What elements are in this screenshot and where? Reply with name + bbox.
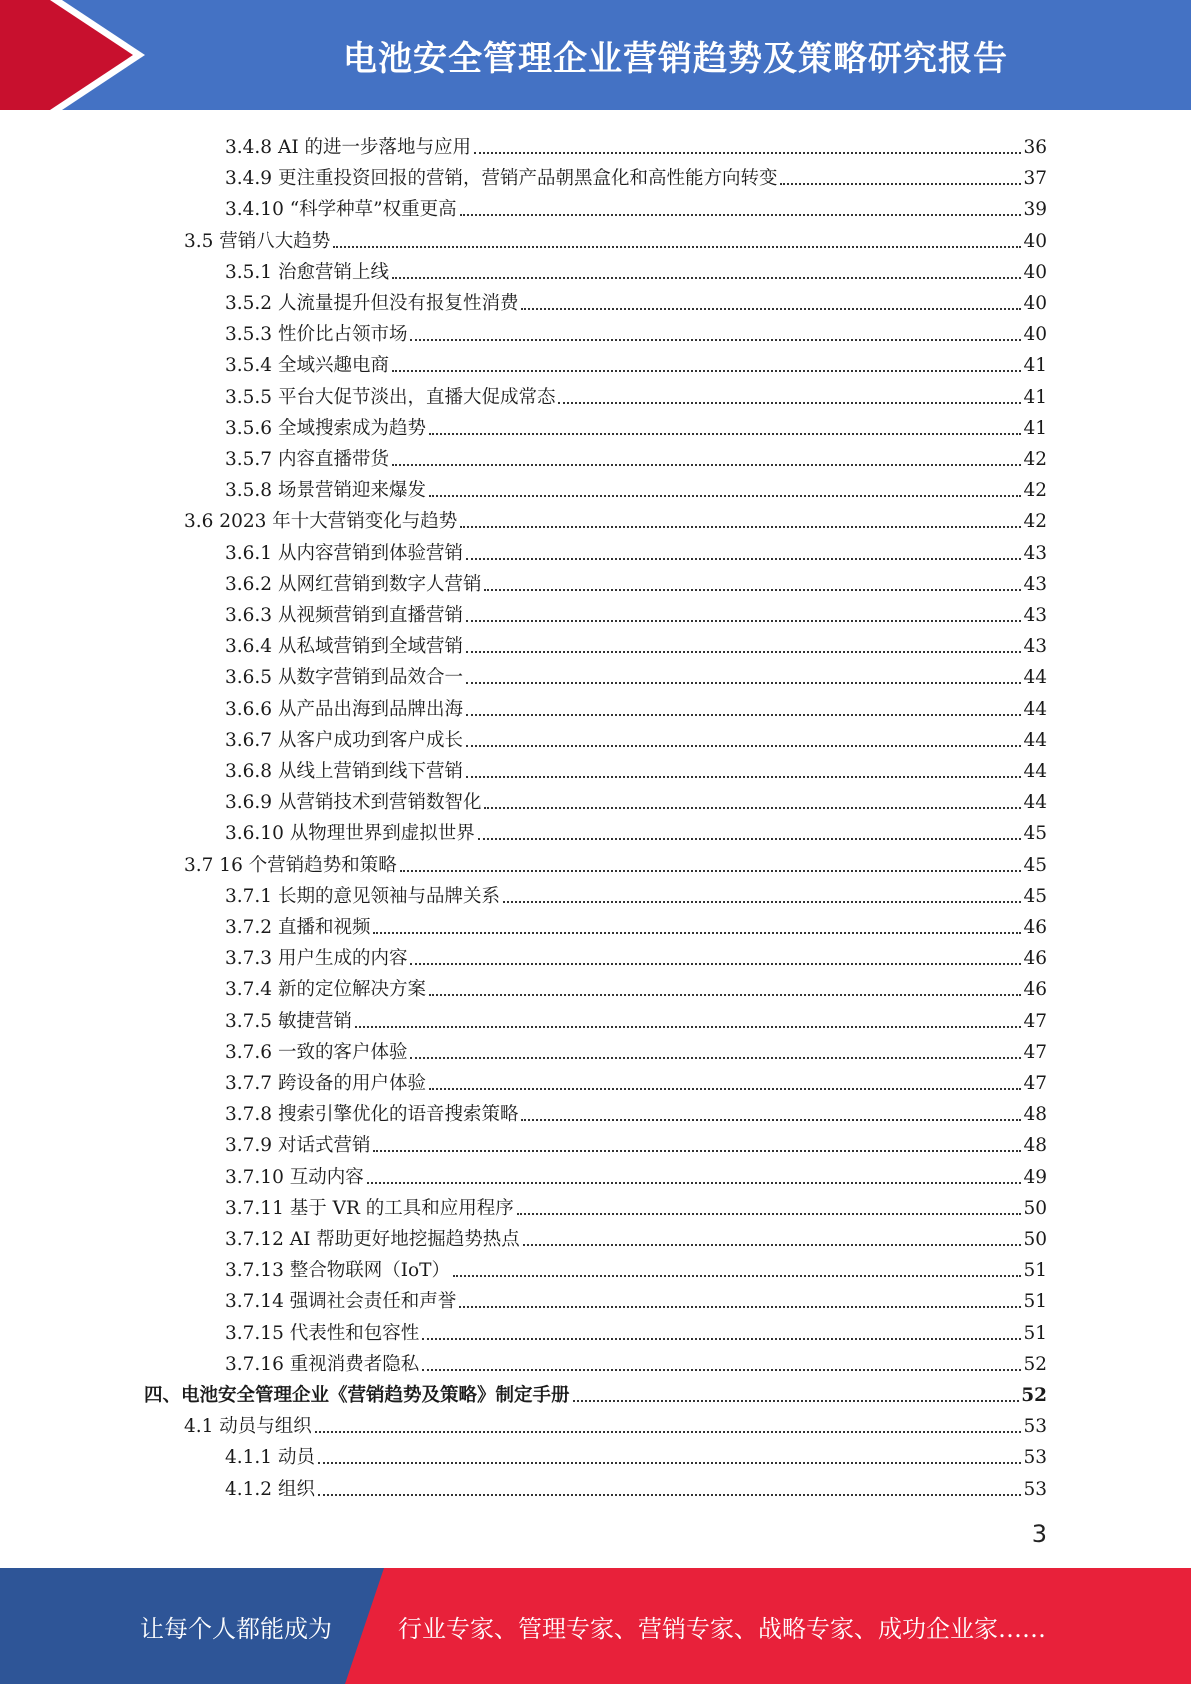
toc-entry[interactable] (225, 783, 1047, 814)
toc-entry-page: 42 (1023, 449, 1047, 470)
toc-dot-leader (410, 963, 1021, 965)
toc-dot-leader (459, 1306, 1021, 1308)
toc-dot-leader (373, 1150, 1021, 1152)
toc-entry-title: 3.5.1 治愈营销上线 (225, 261, 389, 283)
toc-entry[interactable] (225, 596, 1047, 627)
toc-dot-leader (318, 1462, 1022, 1464)
toc-entry-page: 53 (1023, 1447, 1047, 1469)
toc-dot-leader (558, 402, 1021, 404)
toc-entry[interactable] (184, 846, 1047, 877)
toc-entry-title: 4.1.1 动员 (225, 1447, 315, 1469)
toc-dot-leader (484, 589, 1021, 591)
toc-entry-title: 3.7 16 个营销趋势和策略 (184, 854, 397, 876)
toc-entry-title: 3.4.8 AI 的进一步落地与应用 (225, 137, 472, 158)
toc-entry-page: 49 (1023, 1166, 1047, 1188)
toc-entry-page: 46 (1023, 917, 1047, 938)
toc-entry[interactable] (225, 471, 1047, 502)
toc-entry[interactable] (225, 908, 1047, 939)
toc-dot-leader (466, 620, 1021, 622)
toc-dot-leader (478, 838, 1022, 840)
toc-entry-title: 3.6.9 从营销技术到营销数智化 (225, 792, 482, 814)
toc-entry-page: 53 (1023, 1416, 1047, 1438)
toc-entry-page: 46 (1023, 979, 1047, 1001)
page-number: 3 (1031, 1520, 1047, 1548)
toc-dot-leader (318, 1494, 1022, 1496)
toc-dot-leader (429, 433, 1021, 435)
toc-entry-title: 3.5.4 全域兴趣电商 (225, 355, 389, 377)
toc-entry-page: 52 (1021, 1385, 1047, 1406)
toc-entry-page: 39 (1023, 199, 1047, 221)
toc-entry-page: 51 (1023, 1322, 1047, 1344)
toc-dot-leader (422, 1369, 1021, 1371)
toc-entry[interactable] (225, 1314, 1047, 1345)
footer-slogan-right: 行业专家、管理专家、营销专家、战略专家、成功企业家…… (398, 1614, 1046, 1643)
toc-entry[interactable] (225, 1064, 1047, 1095)
toc-dot-leader (367, 1182, 1022, 1184)
toc-entry-title: 3.7.12 AI 帮助更好地挖掘趋势热点 (225, 1229, 520, 1250)
toc-entry[interactable] (225, 814, 1047, 845)
toc-dot-leader (460, 214, 1022, 216)
toc-entry[interactable] (225, 440, 1047, 471)
toc-entry[interactable] (225, 1126, 1047, 1157)
toc-dot-leader (429, 495, 1021, 497)
toc-dot-leader (523, 1244, 1022, 1246)
toc-entry[interactable] (225, 284, 1047, 315)
toc-entry[interactable] (225, 690, 1047, 721)
toc-entry-title: 3.5.8 场景营销迎来爆发 (225, 480, 426, 502)
toc-dot-leader (573, 1400, 1020, 1402)
toc-entry-page: 47 (1023, 1010, 1047, 1032)
toc-entry[interactable] (184, 1407, 1047, 1438)
toc-entry-title: 四、电池安全管理企业《营销趋势及策略》制定手册 (144, 1385, 570, 1406)
toc-entry-page: 48 (1023, 1104, 1047, 1126)
toc-entry-title: 4.1.2 组织 (225, 1478, 315, 1500)
toc-entry-page: 46 (1023, 948, 1047, 970)
toc-entry[interactable] (225, 1282, 1047, 1313)
toc-dot-leader (315, 1431, 1022, 1433)
toc-entry-title: 3.6.7 从客户成功到客户成长 (225, 729, 463, 751)
toc-entry-page: 42 (1023, 480, 1047, 502)
toc-dot-leader (503, 901, 1021, 903)
toc-entry-title: 3.7.8 搜索引擎优化的语音搜索策略 (225, 1104, 519, 1126)
toc-entry[interactable] (225, 939, 1047, 970)
toc-dot-leader (521, 308, 1021, 310)
toc-entry[interactable] (225, 378, 1047, 409)
toc-dot-leader (333, 246, 1021, 248)
toc-entry[interactable] (225, 1345, 1047, 1376)
toc-entry[interactable] (225, 752, 1047, 783)
toc-entry-title: 3.7.7 跨设备的用户体验 (225, 1073, 426, 1094)
toc-entry-page: 40 (1023, 230, 1047, 252)
toc-entry-title: 3.6.5 从数字营销到品效合一 (225, 667, 463, 689)
toc-entry[interactable] (225, 1158, 1047, 1189)
toc-entry-page: 53 (1023, 1478, 1047, 1500)
toc-entry-title: 3.7.11 基于 VR 的工具和应用程序 (225, 1197, 514, 1219)
toc-entry-page: 52 (1023, 1353, 1047, 1375)
toc-entry[interactable] (225, 658, 1047, 689)
toc-entry[interactable] (225, 315, 1047, 346)
toc-entry-title: 3.7.10 互动内容 (225, 1166, 364, 1188)
toc-entry-title: 3.6.3 从视频营销到直播营销 (225, 605, 463, 626)
toc-dot-leader (517, 1213, 1022, 1215)
toc-dot-leader (410, 1057, 1021, 1059)
toc-dot-leader (400, 870, 1022, 872)
toc-entry-title: 3.6.8 从线上营销到线下营销 (225, 761, 463, 782)
toc-entry-title: 3.7.6 一致的客户体验 (225, 1041, 408, 1063)
toc-entry-page: 43 (1023, 542, 1047, 564)
toc-entry-title: 3.7.2 直播和视频 (225, 917, 371, 938)
toc-dot-leader (521, 1119, 1021, 1121)
toc-dot-leader (410, 339, 1021, 341)
toc-dot-leader (355, 1026, 1022, 1028)
toc-entry-title: 3.5.3 性价比占领市场 (225, 324, 408, 346)
toc-entry-title: 3.5.5 平台大促节淡出，直播大促成常态 (225, 386, 556, 408)
toc-dot-leader (466, 745, 1021, 747)
toc-dot-leader (429, 994, 1021, 996)
toc-entry-title: 3.7.1 长期的意见领袖与品牌关系 (225, 885, 500, 907)
toc-entry[interactable] (225, 159, 1047, 190)
toc-dot-leader (392, 370, 1021, 372)
toc-entry[interactable] (225, 1470, 1047, 1501)
toc-entry-title: 3.5.2 人流量提升但没有报复性消费 (225, 293, 519, 314)
toc-entry-page: 43 (1023, 573, 1047, 595)
footer-slogan-left: 让每个人都能成为 (140, 1614, 332, 1643)
toc-entry-title: 4.1 动员与组织 (184, 1416, 312, 1438)
toc-entry-title: 3.7.15 代表性和包容性 (225, 1322, 420, 1344)
toc-entry[interactable] (225, 877, 1047, 908)
toc-entry-title: 3.7.5 敏捷营销 (225, 1010, 352, 1032)
toc-entry[interactable] (225, 128, 1047, 159)
toc-entry-page: 47 (1023, 1041, 1047, 1063)
toc-entry-page: 50 (1023, 1229, 1047, 1250)
toc-entry[interactable] (225, 190, 1047, 221)
toc-entry-page: 40 (1023, 324, 1047, 346)
toc-dot-leader (466, 776, 1021, 778)
toc-entry[interactable] (225, 970, 1047, 1001)
toc-dot-leader (392, 464, 1021, 466)
toc-entry-page: 45 (1023, 823, 1047, 845)
toc-entry-page: 48 (1023, 1135, 1047, 1157)
toc-entry-title: 3.6.6 从产品出海到品牌出海 (225, 698, 463, 720)
toc-entry-page: 44 (1023, 667, 1047, 689)
toc-dot-leader (429, 1088, 1021, 1090)
toc-entry[interactable] (225, 1251, 1047, 1282)
toc-entry[interactable] (225, 409, 1047, 440)
toc-entry-title: 3.4.10 “科学种草”权重更高 (225, 199, 457, 221)
page-header (0, 0, 1191, 110)
toc-entry-title: 3.7.4 新的定位解决方案 (225, 979, 426, 1001)
toc-entry-page: 43 (1023, 605, 1047, 626)
toc-entry-page: 44 (1023, 698, 1047, 720)
toc-entry-page: 41 (1023, 417, 1047, 439)
toc-entry-page: 45 (1023, 854, 1047, 876)
toc-dot-leader (780, 183, 1021, 185)
toc-dot-leader (392, 277, 1021, 279)
toc-entry-page: 41 (1023, 386, 1047, 408)
toc-entry[interactable] (225, 1438, 1047, 1469)
toc-dot-leader (422, 1338, 1021, 1340)
toc-entry-page: 51 (1023, 1291, 1047, 1313)
toc-entry-page: 43 (1023, 636, 1047, 658)
toc-entry-page: 45 (1023, 885, 1047, 907)
toc-entry-title: 3.6.10 从物理世界到虚拟世界 (225, 823, 475, 845)
toc-entry[interactable] (144, 1376, 1047, 1407)
toc-dot-leader (453, 1275, 1021, 1277)
toc-entry-page: 50 (1023, 1197, 1047, 1219)
toc-entry-title: 3.5 营销八大趋势 (184, 230, 331, 252)
toc-entry-title: 3.5.7 内容直播带货 (225, 449, 389, 470)
toc-entry[interactable] (184, 502, 1047, 533)
toc-dot-leader (474, 152, 1021, 154)
toc-entry[interactable] (225, 721, 1047, 752)
toc-entry[interactable] (225, 1033, 1047, 1064)
toc-dot-leader (466, 651, 1021, 653)
toc-entry-page: 44 (1023, 792, 1047, 814)
toc-entry-title: 3.7.13 整合物联网（IoT） (225, 1260, 451, 1282)
report-title: 电池安全管理企业营销趋势及策略研究报告 (343, 38, 1008, 79)
toc-dot-leader (373, 932, 1021, 934)
page-footer (0, 1568, 1191, 1684)
toc-dot-leader (484, 807, 1021, 809)
toc-entry-page: 51 (1023, 1260, 1047, 1282)
toc-entry[interactable] (225, 1002, 1047, 1033)
toc-entry[interactable] (225, 1189, 1047, 1220)
toc-entry-title: 3.6.4 从私域营销到全域营销 (225, 636, 463, 658)
toc-dot-leader (466, 558, 1021, 560)
toc-entry-page: 47 (1023, 1073, 1047, 1094)
toc-entry[interactable] (225, 534, 1047, 565)
toc-entry-page: 40 (1023, 293, 1047, 314)
toc-entry-title: 3.6 2023 年十大营销变化与趋势 (184, 511, 458, 533)
toc-entry-title: 3.7.14 强调社会责任和声誉 (225, 1291, 457, 1313)
toc-entry-title: 3.5.6 全域搜索成为趋势 (225, 417, 426, 439)
toc-entry-title: 3.7.9 对话式营销 (225, 1135, 371, 1157)
toc-entry-title: 3.7.16 重视消费者隐私 (225, 1353, 420, 1375)
toc-entry[interactable] (225, 346, 1047, 377)
toc-entry-title: 3.6.1 从内容营销到体验营销 (225, 542, 463, 564)
toc-entry[interactable] (225, 1095, 1047, 1126)
toc-entry[interactable] (225, 1220, 1047, 1251)
toc-entry-page: 36 (1023, 137, 1047, 158)
toc-entry-page: 37 (1023, 168, 1047, 190)
toc-entry-page: 41 (1023, 355, 1047, 377)
toc-dot-leader (466, 714, 1021, 716)
toc-entry[interactable] (225, 627, 1047, 658)
toc-entry-title: 3.6.2 从网红营销到数字人营销 (225, 573, 482, 595)
toc-entry[interactable] (225, 565, 1047, 596)
toc-entry-page: 42 (1023, 511, 1047, 533)
toc-entry-title: 3.4.9 更注重投资回报的营销，营销产品朝黑盒化和高性能方向转变 (225, 168, 778, 190)
toc-entry[interactable] (225, 253, 1047, 284)
toc-entry[interactable] (184, 222, 1047, 253)
toc-dot-leader (460, 526, 1021, 528)
toc-entry-page: 44 (1023, 761, 1047, 782)
toc-entry-page: 40 (1023, 261, 1047, 283)
toc-entry-page: 44 (1023, 729, 1047, 751)
toc-entry-title: 3.7.3 用户生成的内容 (225, 948, 408, 970)
toc-dot-leader (466, 682, 1021, 684)
